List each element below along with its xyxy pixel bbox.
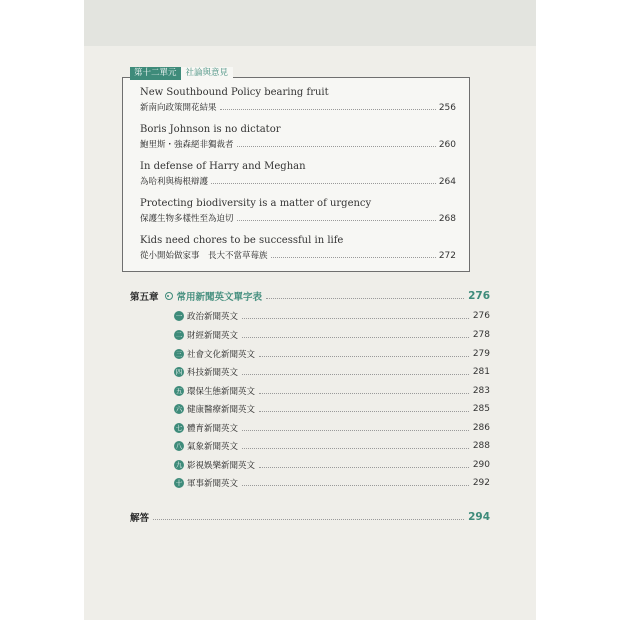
section-title: 財經新聞英文 [187, 331, 239, 341]
chapter-page-number: 276 [468, 290, 490, 302]
dot-leader [153, 519, 464, 520]
section-number-badge: 六 [175, 405, 183, 413]
section-entry[interactable] [174, 459, 490, 471]
section-entry[interactable] [174, 440, 490, 452]
answers-page-number: 294 [468, 511, 490, 523]
page-number: 281 [472, 367, 490, 377]
circle-bullet-icon [165, 292, 173, 300]
section-entry[interactable] [174, 348, 490, 360]
dot-leader [237, 146, 436, 147]
section-number-badge: 五 [175, 387, 183, 395]
page-number: 264 [438, 177, 456, 187]
section-entry[interactable] [174, 366, 490, 378]
dot-leader [242, 430, 469, 431]
dot-leader [259, 467, 469, 468]
section-title: 體育新聞英文 [187, 424, 239, 434]
article-english-title: Kids need chores to be successful in life [140, 235, 344, 246]
section-entry[interactable] [174, 329, 490, 341]
section-entry[interactable] [174, 422, 490, 434]
section-number-badge: 四 [175, 368, 183, 376]
chapter-entry[interactable] [130, 289, 490, 303]
section-entry[interactable] [174, 403, 490, 415]
page-number: 279 [472, 349, 490, 359]
page-number: 283 [472, 386, 490, 396]
article-entry[interactable] [140, 198, 456, 224]
article-chinese-title: 新南向政策開花結果 [140, 103, 217, 113]
unit-tag [130, 67, 233, 80]
section-title: 影視娛樂新聞英文 [187, 461, 256, 471]
dot-leader [259, 411, 469, 412]
book-page [84, 0, 536, 620]
section-number-badge: 七 [175, 424, 183, 432]
page-number: 256 [438, 103, 456, 113]
dot-leader [242, 448, 469, 449]
article-entry[interactable] [140, 124, 456, 150]
article-entry[interactable] [140, 87, 456, 113]
page-number: 292 [472, 478, 490, 488]
answers-label: 解答 [130, 513, 150, 524]
page-number: 288 [472, 441, 490, 451]
article-english-title: Protecting biodiversity is a matter of urgency [140, 198, 372, 209]
dot-leader [242, 337, 469, 338]
dot-leader [220, 109, 436, 110]
page-number: 260 [438, 140, 456, 150]
page-number: 286 [472, 423, 490, 433]
article-english-title: Boris Johnson is no dictator [140, 124, 281, 135]
article-english-title: New Southbound Policy bearing fruit [140, 87, 329, 98]
article-chinese-title: 鮑里斯・強森絕非獨裁者 [140, 140, 234, 150]
dot-leader [266, 298, 464, 299]
unit-title: 社論與意見 [181, 67, 234, 80]
section-title: 政治新聞英文 [187, 312, 239, 322]
page-number: 278 [472, 330, 490, 340]
chapter-label: 第五章 [130, 292, 159, 303]
page-number: 285 [472, 404, 490, 414]
section-entry[interactable] [174, 477, 490, 489]
section-entry[interactable] [174, 310, 490, 322]
section-number-badge: 一 [175, 312, 183, 320]
unit-number: 第十二單元 [130, 67, 181, 80]
section-title: 社會文化新聞英文 [187, 350, 256, 360]
chapter-title: 常用新聞英文單字表 [176, 292, 263, 303]
section-number-badge: 三 [175, 350, 183, 358]
dot-leader [271, 257, 436, 258]
section-number-badge: 十 [175, 479, 183, 487]
article-chinese-title: 為哈利與梅根辯護 [140, 177, 209, 187]
section-entry[interactable] [174, 385, 490, 397]
section-title: 軍事新聞英文 [187, 479, 239, 489]
top-band [84, 0, 536, 46]
dot-leader [242, 485, 469, 486]
article-english-title: In defense of Harry and Meghan [140, 161, 306, 172]
page-number: 268 [438, 214, 456, 224]
page-number: 276 [472, 311, 490, 321]
article-chinese-title: 保護生物多樣性至為迫切 [140, 214, 234, 224]
dot-leader [242, 374, 469, 375]
dot-leader [259, 393, 469, 394]
section-title: 氣象新聞英文 [187, 442, 239, 452]
dot-leader [242, 318, 469, 319]
dot-leader [211, 183, 436, 184]
article-entry[interactable] [140, 161, 456, 187]
dot-leader [237, 220, 436, 221]
section-title: 健康醫療新聞英文 [187, 405, 256, 415]
section-number-badge: 二 [175, 331, 183, 339]
answers-entry[interactable] [130, 510, 490, 524]
page-number: 290 [472, 460, 490, 470]
section-title: 環保生態新聞英文 [187, 387, 256, 397]
page-number: 272 [438, 251, 456, 261]
section-number-badge: 九 [175, 461, 183, 469]
section-number-badge: 八 [175, 442, 183, 450]
dot-leader [259, 356, 469, 357]
section-title: 科技新聞英文 [187, 368, 239, 378]
article-chinese-title: 從小開始做家事 長大不當草莓族 [140, 251, 268, 261]
article-entry[interactable] [140, 235, 456, 261]
